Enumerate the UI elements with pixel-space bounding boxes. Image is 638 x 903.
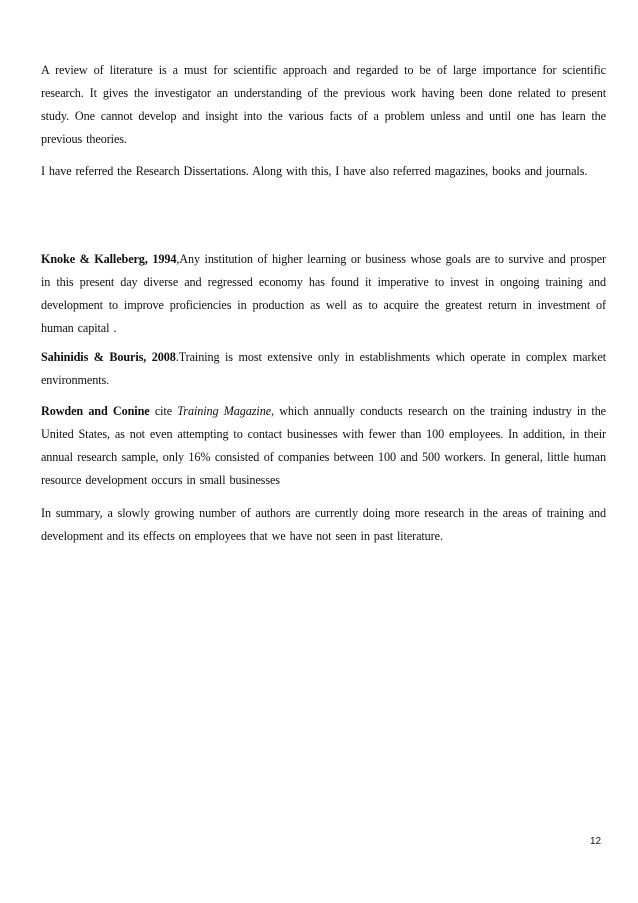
paragraph-knoke-kalleberg	[41, 248, 606, 340]
paragraph-rowden-conine	[41, 400, 606, 492]
citation: Knoke & Kalleberg, 1994	[41, 252, 177, 266]
citation: Rowden and Conine	[41, 404, 150, 418]
paragraph-text: In summary, a slowly growing number of authors are currently doing more research in the areas of training and development and its effects on employees that we have not seen in past literature.	[41, 506, 606, 543]
paragraph-text-lead: cite	[149, 404, 178, 418]
paragraph-referred-sources	[41, 160, 606, 183]
magazine-title: Training Magazine	[177, 404, 272, 418]
page-number: 12	[590, 836, 602, 847]
paragraph-text: I have referred the Research Dissertations. Along with this, I have also referred magazines, books and journals.	[41, 164, 588, 178]
paragraph-text: , which annually conducts research on the training industry in the United States, as not even attempting to contact businesses with fewer than 100 employees. In addition, in their annual research sample, only 16% consisted of companies between 100 and 500 workers. In general, little human resource development occurs in small businesses	[41, 404, 606, 487]
paragraph-summary	[41, 502, 606, 548]
paragraph-literature-review-intro	[41, 59, 606, 151]
paragraph-sahinidis-bouris	[41, 346, 606, 392]
citation: Sahinidis & Bouris, 2008	[41, 350, 176, 364]
paragraph-text: ,Any institution of higher learning or business whose goals are to survive and prosper in this present day diverse and regressed economy has found it imperative to invest in ongoing training and development to improve proficiencies in production as well as to acquire the greatest return in investment of human capital .	[41, 252, 606, 335]
paragraph-text: A review of literature is a must for scientific approach and regarded to be of large importance for scientific research. It gives the investigator an understanding of the previous work having been done related to present study. One cannot develop and insight into the various facts of a problem unless and until one has learn the previous theories.	[41, 63, 606, 146]
paragraph-text: .Training is most extensive only in establishments which operate in complex market environments.	[41, 350, 607, 387]
